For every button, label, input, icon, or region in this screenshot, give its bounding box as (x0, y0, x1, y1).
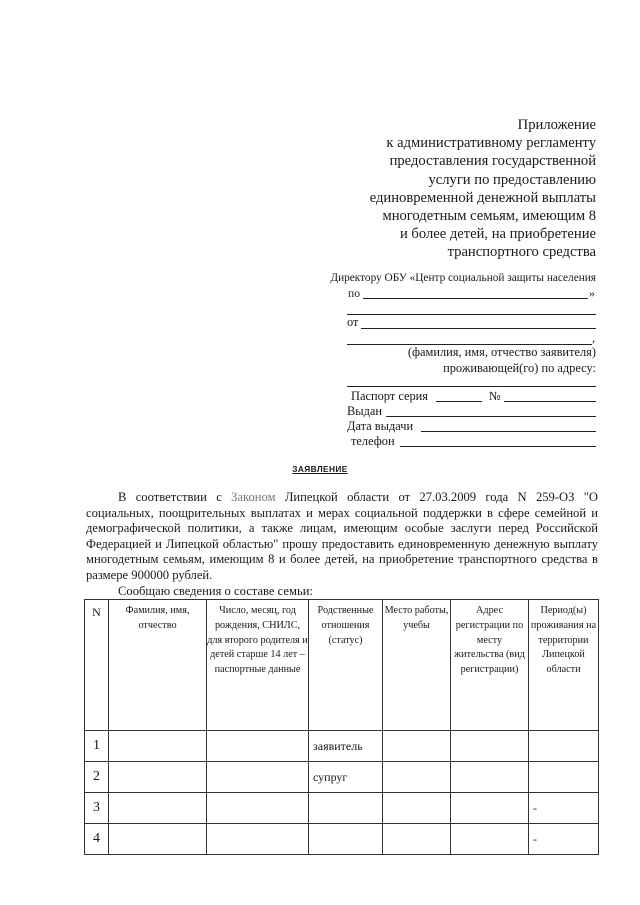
cell-period (529, 731, 599, 762)
appendix-line: и более детей, на приобретение (399, 226, 596, 243)
cell-n: 4 (85, 824, 109, 855)
po-fill-line (363, 298, 588, 299)
addressee-line: Директору ОБУ «Центр социальной защиты населения (330, 272, 596, 284)
cell-n: 1 (85, 731, 109, 762)
cell-work (383, 824, 451, 855)
phone-fill-line (400, 446, 596, 447)
law-link[interactable]: Законом (231, 490, 276, 504)
cell-address (451, 731, 529, 762)
cell-relation: заявитель (309, 731, 383, 762)
residing-label: проживающей(го) по адресу: (443, 361, 596, 375)
issue-date-fill-line (421, 431, 596, 432)
col-header-birth: Число, месяц, год рождения, СНИЛС, для второго родителя и детей старше 14 лет – паспортные данные (207, 600, 309, 731)
col-header-name: Фамилия, имя, отчество (109, 600, 207, 731)
cell-address (451, 824, 529, 855)
passport-series-label: Паспорт серия (351, 389, 428, 403)
appendix-line: услуги по предоставлению (428, 171, 596, 188)
cell-relation (309, 793, 383, 824)
close-quote: » (589, 287, 595, 300)
cell-address (451, 762, 529, 793)
appendix-line: многодетным семьям, имеющим 8 (382, 208, 596, 225)
series-fill-line (436, 401, 482, 402)
cell-name (109, 824, 207, 855)
col-header-address: Адрес регистрации по месту жительства (вид регистрации) (451, 600, 529, 731)
table-row (85, 824, 599, 855)
appendix-block (296, 116, 596, 262)
table-row (85, 762, 599, 793)
issued-label: Выдан (347, 404, 383, 418)
document-title: ЗАЯВЛЕНИЕ (292, 464, 348, 474)
issued-fill-line (386, 416, 596, 417)
issue-date-label: Дата выдачи (347, 419, 414, 433)
cell-address (451, 793, 529, 824)
cell-n: 3 (85, 793, 109, 824)
col-header-work: Место работы, учебы (383, 600, 451, 731)
cell-birth (207, 824, 309, 855)
number-fill-line (504, 401, 596, 402)
fill-line (347, 314, 596, 315)
statement-paragraph (86, 490, 598, 584)
comma: , (592, 331, 596, 345)
phone-label: телефон (351, 434, 395, 448)
cell-name (109, 762, 207, 793)
text-rest: Липецкой области от 27.03.2009 года N 259-ОЗ "О социальных, поощрительных выплатах и мерах социальной поддержки в сфере семейной и демографической политики, а также лицам, имеющим особые заслуги перед Российской Федерацией и Липецкой областью" прошу предоставить единовременную денежную выплату многодетным семьям, имеющим 8 и более детей, на приобретение транспортного средства в размере 900000 рублей. (86, 490, 598, 582)
appendix-line: к административному регламенту (386, 135, 596, 152)
text-start: В соответствии с (118, 490, 232, 504)
table-row (85, 731, 599, 762)
appendix-line: единовременной денежной выплаты (369, 189, 596, 206)
cell-n: 2 (85, 762, 109, 793)
appendix-line: транспортного средства (447, 244, 596, 261)
col-header-relation: Родственные отношения (статус) (309, 600, 383, 731)
cell-birth (207, 793, 309, 824)
cell-work (383, 731, 451, 762)
cell-relation (309, 824, 383, 855)
passport-number-label: № (489, 389, 501, 403)
cell-name (109, 731, 207, 762)
cell-relation: супруг (309, 762, 383, 793)
col-header-period: Период(ы) проживания на территории Липецкой области (529, 600, 599, 731)
ot-fill-line (361, 328, 596, 329)
cell-birth (207, 762, 309, 793)
family-intro: Сообщаю сведения о составе семьи: (118, 583, 313, 598)
appendix-line: Приложение (517, 117, 596, 133)
col-header-n: N (85, 600, 109, 731)
po-label: по (348, 287, 361, 300)
cell-work (383, 762, 451, 793)
cell-period: - (529, 793, 599, 824)
cell-period (529, 762, 599, 793)
cell-name (109, 793, 207, 824)
cell-birth (207, 731, 309, 762)
address-fill-line (347, 386, 596, 387)
cell-work (383, 793, 451, 824)
cell-period: - (529, 824, 599, 855)
appendix-line: предоставления государственной (389, 153, 596, 170)
statement-body (86, 490, 598, 599)
table-row (85, 793, 599, 824)
ot-label: от (347, 315, 359, 329)
family-table (84, 599, 599, 855)
fio-hint: (фамилия, имя, отчество заявителя) (407, 345, 596, 359)
table-header-row (85, 600, 599, 731)
